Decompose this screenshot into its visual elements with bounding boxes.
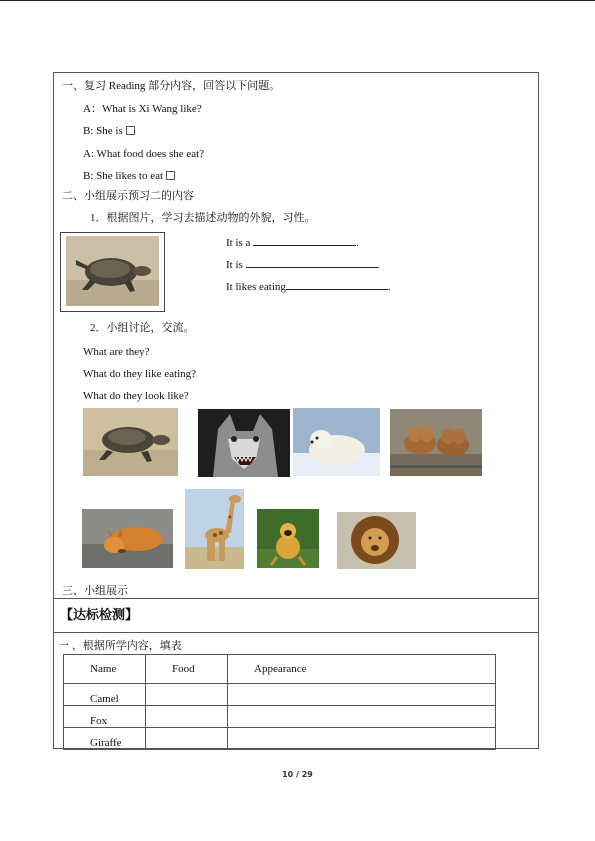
divider <box>53 632 539 633</box>
discussion-q3: What do they look like? <box>83 390 189 402</box>
question-1: A：What is Xi Wang like? <box>83 103 202 115</box>
fill-line-3: It likes eating . <box>226 281 391 293</box>
turtle-image <box>83 408 178 476</box>
test-instruction: 一 、根据所学内容，填表 <box>58 640 182 652</box>
table-row <box>64 706 496 728</box>
table-header-row <box>64 655 496 684</box>
table-cell-name: Fox <box>64 706 146 728</box>
monkey-image <box>257 509 319 568</box>
table-cell-appearance[interactable] <box>228 728 496 750</box>
fill-table <box>63 654 496 750</box>
blank-1[interactable] <box>253 236 356 246</box>
table-cell-name: Camel <box>64 684 146 706</box>
table-row <box>64 728 496 750</box>
table-cell-food[interactable] <box>146 684 228 706</box>
answer-2: B: She likes to eat <box>83 170 175 183</box>
table-header-cell: Name <box>64 655 146 684</box>
lion-image <box>337 512 416 569</box>
camel-image <box>390 409 482 476</box>
fox-image <box>82 509 173 568</box>
table-header-cell: Food <box>146 655 228 684</box>
question-2: A: What food does she eat? <box>83 148 205 160</box>
checkbox-icon <box>126 126 135 135</box>
section1-title: 一、复习 Reading 部分内容，回答以下问题。 <box>62 80 281 92</box>
fill-line-1: It is a . <box>226 237 359 249</box>
table-header-cell: Appearance <box>228 655 496 684</box>
giraffe-image <box>185 489 244 569</box>
discussion-q1: What are they? <box>83 346 150 358</box>
table-cell-appearance[interactable] <box>228 706 496 728</box>
wolf-image <box>198 409 290 477</box>
blank-3[interactable] <box>286 280 388 290</box>
checkbox-icon <box>166 171 175 180</box>
section2-title: 二、小组展示预习二的内容 <box>62 190 194 202</box>
test-heading: 【达标检测】 <box>60 608 139 623</box>
section3-title: 三、小组展示 <box>62 585 128 597</box>
polar-bear-image <box>293 408 380 476</box>
blank-2[interactable] <box>246 258 379 268</box>
discussion-q2: What do they like eating? <box>83 368 197 380</box>
table-cell-name: Giraffe <box>64 728 146 750</box>
section2-sub1: 1．根据图片，学习去描述动物的外貌，习性。 <box>90 212 316 224</box>
table-row <box>64 684 496 706</box>
answer-1: B: She is <box>83 125 135 138</box>
fill-line-2: It is <box>226 258 379 272</box>
turtle-photo <box>66 236 159 306</box>
header-rule <box>0 0 595 1</box>
table-cell-appearance[interactable] <box>228 684 496 706</box>
table-cell-food[interactable] <box>146 728 228 750</box>
page-number: 10 / 29 <box>282 770 313 779</box>
section2-sub2: 2．小组讨论，交流。 <box>90 322 195 334</box>
divider <box>53 598 539 599</box>
table-cell-food[interactable] <box>146 706 228 728</box>
